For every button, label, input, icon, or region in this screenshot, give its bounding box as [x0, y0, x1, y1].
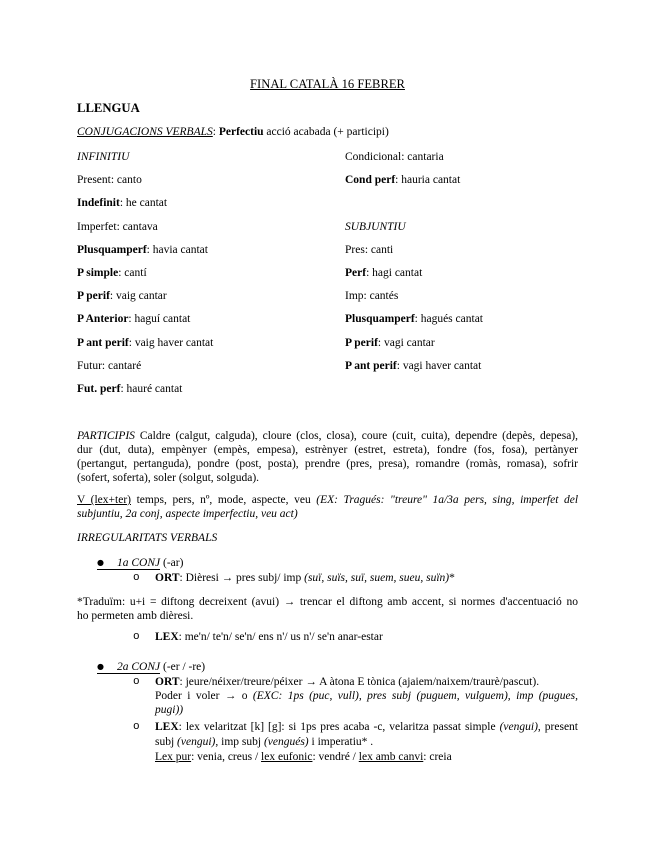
lex-example: (vengui) [177, 736, 216, 748]
conj1-ort-item [133, 571, 578, 585]
row-label: Fut. perf [77, 383, 121, 395]
sub-bullet-icon: o [133, 572, 140, 584]
infinitiu-heading: INFINITIU [77, 151, 130, 163]
ort-label: ORT [155, 676, 180, 688]
row-value: : hauria cantat [395, 174, 461, 187]
section-heading: LLENGUA [77, 101, 140, 115]
paragraph-line: ho permeten amb dièresi. [77, 610, 194, 622]
subjuntiu-row-pres [345, 243, 393, 257]
sub-bullet-icon: o [133, 631, 140, 643]
lex-example: (vengués) [263, 736, 309, 748]
analisi-label: V (lex+ter) [77, 494, 131, 506]
ort-label: ORT [155, 572, 180, 584]
conj2-ort-item [133, 675, 578, 717]
document-title: FINAL CATALÀ 16 FEBRER [250, 77, 405, 91]
subjuntiu-row-p-ant-perif [345, 359, 481, 373]
bullet-icon: ● [97, 662, 104, 671]
paragraph-line [77, 429, 578, 443]
lex-text: : vendré / [312, 751, 359, 763]
conjugacions-separator: : [212, 126, 219, 138]
row-label: P perif [77, 290, 110, 303]
lex-pur-label: Lex pur [155, 751, 192, 763]
row-value: : hagués cantat [414, 313, 483, 326]
lex-text: : creia [423, 751, 452, 763]
lex-example: (vengui) [499, 721, 538, 733]
row-value: : haguí cantat [128, 313, 191, 326]
conj1-bullet-item [97, 556, 183, 570]
sub-item-line [155, 735, 578, 750]
note-mark: * [449, 572, 455, 584]
row-label: P ant perif [345, 359, 397, 372]
sub-item-line [155, 750, 578, 765]
row-value: : vaig haver cantat [128, 336, 214, 349]
row-value: : havia cantat [146, 243, 208, 256]
sub-item-body [155, 630, 578, 644]
subjuntiu-heading: SUBJUNTIU [345, 220, 406, 233]
lex-label: LEX [155, 631, 179, 643]
lex-label: LEX [155, 721, 179, 733]
conj1-suffix: (-ar) [162, 557, 184, 569]
infinitiu-row-fut-perf [77, 382, 182, 396]
analisi-text: temps, pers, nº, mode, aspecte, veu [136, 494, 311, 506]
row-label: P perif [345, 336, 378, 349]
row-label: Plusquamperf [77, 243, 147, 256]
sub-item-line [155, 703, 578, 717]
lex-text: subj [155, 736, 178, 748]
lex-text: : venia, creus / [191, 751, 262, 763]
conjugacions-line [77, 125, 389, 139]
lex-text: : me'n/ te'n/ se'n/ ens n'/ us n'/ se'n anar-estar [178, 631, 383, 643]
conj1-label: 1a CONJ [116, 557, 161, 569]
row-value: : hagi cantat [366, 267, 423, 279]
row-value: : vagi cantar [377, 336, 435, 349]
analisi-example: subjuntiu, 2a conj, aspecte imperfectiu, veu act) [77, 508, 298, 520]
row-label: Indefinit [77, 197, 120, 210]
conj1-heading [97, 557, 160, 570]
infinitiu-row-p-simple [77, 266, 147, 280]
row-value: : vagi haver cantat [396, 359, 482, 372]
participis-paragraph [77, 429, 578, 485]
row-value: : he cantat [119, 197, 168, 210]
row-label: P Anterior [77, 313, 129, 326]
sub-item-line [155, 630, 578, 644]
condicional-row [345, 150, 444, 164]
sub-item-line [155, 675, 578, 689]
subjuntiu-row-plusquamperf [345, 312, 483, 326]
row-label: Plusquamperf [345, 313, 415, 326]
ort-text: : jeure/néixer/treure/péixer → A àtona E tònica (ajaiem/naixem/traurè/pascut). [179, 676, 540, 688]
conj2-heading [97, 661, 160, 674]
conj2-suffix: (-er / -re) [162, 661, 206, 673]
row-label: Pres [345, 243, 365, 256]
row-value: : canti [364, 243, 394, 256]
row-label: P ant perif [77, 336, 129, 349]
sub-item-body [155, 675, 578, 717]
perfectiu-label: Perfectiu [218, 126, 264, 138]
paragraph-line: (sofert, soferta), soler (solgut, solguda). [77, 472, 260, 484]
line-text: Caldre (calgut, calguda), cloure (clos, closa), coure (cuit, cuita), dependre (depès, depesa), [139, 430, 579, 442]
paragraph-line: (pertangut, pertanguda), pondre (post, posta), prendre (pres, presa), romandre (romàs, romasa), sofrir [77, 458, 578, 470]
row-value: : hauré cantat [120, 383, 183, 395]
conj1-lex-item [133, 630, 578, 644]
paragraph-line: *Traduïm: u+i = diftong decreixent (avui) → trencar el diftong amb accent, si normes d'accentuació no [77, 596, 578, 608]
conj2-bullet-item [97, 660, 205, 674]
row-value: : cantés [363, 290, 399, 303]
infinitiu-row-plusquamperf [77, 243, 208, 257]
ort-text: Poder i voler → o [155, 690, 253, 702]
lex-amb-canvi-label: lex amb canvi [358, 751, 424, 763]
traduim-note [77, 595, 578, 623]
row-label: Perf [345, 267, 367, 279]
lex-text: , present [537, 721, 578, 733]
lex-eufonic-label: lex eufonic [261, 751, 313, 763]
infinitiu-row-futur [77, 359, 141, 373]
row-label: Cond perf [345, 174, 396, 187]
sub-item-body [155, 571, 578, 585]
bullet-icon: ● [97, 558, 104, 567]
infinitiu-row-imperfet [77, 220, 158, 234]
paragraph-line: dur (dut, duta), empènyer (empès, empesa), estrènyer (estret, estreta), fondre (fos, fosa), pertànyer [77, 444, 578, 456]
sub-item-line [155, 689, 578, 703]
row-value: : cantaré [101, 359, 142, 372]
analisi-verbal-paragraph [77, 493, 578, 521]
conjugacions-label: CONJUGACIONS VERBALS [77, 126, 213, 138]
row-label: Futur [77, 359, 102, 372]
sub-item-line [155, 720, 578, 735]
subjuntiu-row-perf [345, 266, 422, 280]
row-value: : cantaria [401, 151, 444, 163]
row-value: : cantava [116, 220, 158, 233]
conj2-label: 2a CONJ [116, 661, 161, 673]
analisi-example: (EX: Tragués: "treure" 1a/3a pers, sing, imperfet del [316, 494, 579, 506]
lex-text: , imp subj [215, 736, 264, 748]
conj2-lex-item [133, 720, 578, 765]
ort-example: (EXC: 1ps (puc, vull), pres subj (puguem, vulguem), imp (pugues, [252, 690, 578, 702]
participis-label: PARTICIPIS [77, 430, 135, 442]
row-value: : cantí [118, 267, 147, 279]
lex-text: : lex velaritzat [k] [g]: si 1ps pres acaba -c, velaritza passat simple [178, 721, 500, 733]
infinitiu-row-p-ant-perif [77, 336, 213, 350]
sub-item-line [155, 571, 578, 585]
irregularitats-heading: IRREGULARITATS VERBALS [77, 532, 218, 544]
sub-bullet-icon: o [133, 676, 140, 688]
infinitiu-row-indefinit [77, 196, 167, 210]
row-label: Condicional [345, 151, 402, 163]
perfectiu-text: acció acabada (+ participi) [266, 126, 389, 138]
row-value: : vaig cantar [109, 290, 167, 303]
sub-bullet-icon: o [133, 721, 140, 733]
row-value: : canto [110, 174, 142, 187]
ort-example: (suï, suïs, suï, suem, sueu, suïn) [304, 572, 450, 584]
cond-perf-row [345, 173, 460, 187]
ort-example: pugi)) [155, 704, 184, 716]
subjuntiu-row-imp [345, 289, 398, 303]
ort-text: : Dièresi → pres subj/ imp [179, 572, 305, 584]
row-label: P simple [77, 267, 119, 279]
row-label: Present [77, 174, 111, 187]
row-label: Imp [345, 290, 364, 303]
infinitiu-row-p-anterior [77, 312, 190, 326]
infinitiu-row-present [77, 173, 142, 187]
row-label: Imperfet [77, 220, 117, 233]
paragraph-line [77, 507, 578, 521]
paragraph-line [77, 493, 578, 507]
lex-text: i imperatiu* . [308, 736, 374, 748]
sub-item-body [155, 720, 578, 765]
subjuntiu-row-p-perif [345, 336, 435, 350]
infinitiu-row-p-perif [77, 289, 167, 303]
